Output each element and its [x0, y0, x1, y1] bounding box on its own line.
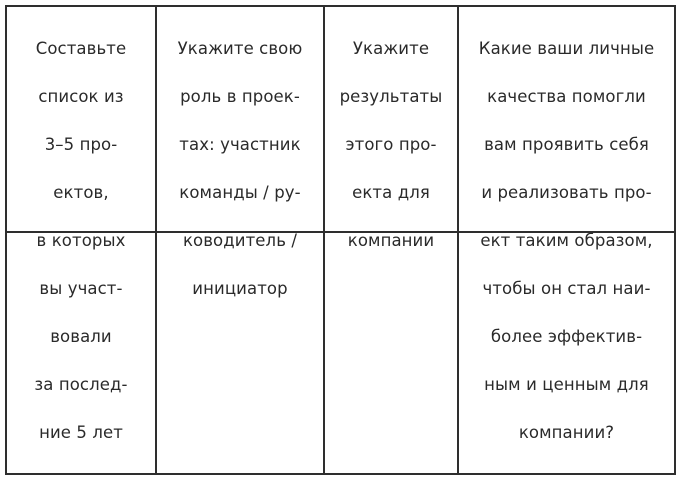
header-text-line: вам проявить себя: [484, 135, 649, 154]
header-cell-personal-qualities: [459, 7, 674, 442]
header-text-line: инициатор: [192, 279, 288, 298]
header-text-line: Укажите свою: [177, 39, 303, 58]
header-text-line: за послед-: [34, 375, 128, 394]
header-text-line: более эффектив-: [490, 327, 643, 346]
header-text-line: 3–5 про-: [44, 135, 118, 154]
header-cell-project-role: [157, 7, 325, 298]
header-text-line: качества помогли: [487, 87, 646, 106]
header-text-line: список из: [38, 87, 124, 106]
header-text-line: Укажите: [352, 39, 430, 58]
header-text-line: и реализовать про-: [481, 183, 652, 202]
header-text-line: ние 5 лет: [39, 423, 123, 442]
header-text-line: ководитель /: [182, 231, 298, 250]
answer-cell-projects-list[interactable]: [7, 233, 157, 473]
header-text-line: в которых: [36, 231, 126, 250]
header-text-line: чтобы он стал наи-: [482, 279, 651, 298]
answer-cell-project-results[interactable]: [325, 233, 459, 473]
header-text-line: Составьте: [35, 39, 127, 58]
header-text-line: роль в проек-: [180, 87, 300, 106]
header-text-line: вовали: [50, 327, 112, 346]
projects-worksheet-table: [5, 5, 676, 475]
header-text-line: компании: [347, 231, 435, 250]
table-header-row: [7, 7, 674, 442]
answer-cell-project-role[interactable]: [157, 233, 325, 473]
header-text-line: команды / ру-: [179, 183, 301, 202]
header-cell-project-results: [325, 7, 459, 250]
header-text-line: тах: участник: [179, 135, 301, 154]
header-text-line: ектов,: [53, 183, 109, 202]
answer-cell-personal-qualities[interactable]: [459, 233, 674, 473]
header-text-line: этого про-: [345, 135, 437, 154]
header-text-line: Какие ваши личные: [478, 39, 655, 58]
header-cell-projects-list: [7, 7, 157, 442]
table-row: [7, 233, 674, 473]
header-text-line: ным и ценным для: [484, 375, 649, 394]
header-text-line: екта для: [352, 183, 430, 202]
header-text-line: результаты: [339, 87, 443, 106]
header-text-line: компании?: [518, 423, 615, 442]
header-text-line: вы участ-: [39, 279, 123, 298]
header-text-line: ект таким образом,: [480, 231, 653, 250]
